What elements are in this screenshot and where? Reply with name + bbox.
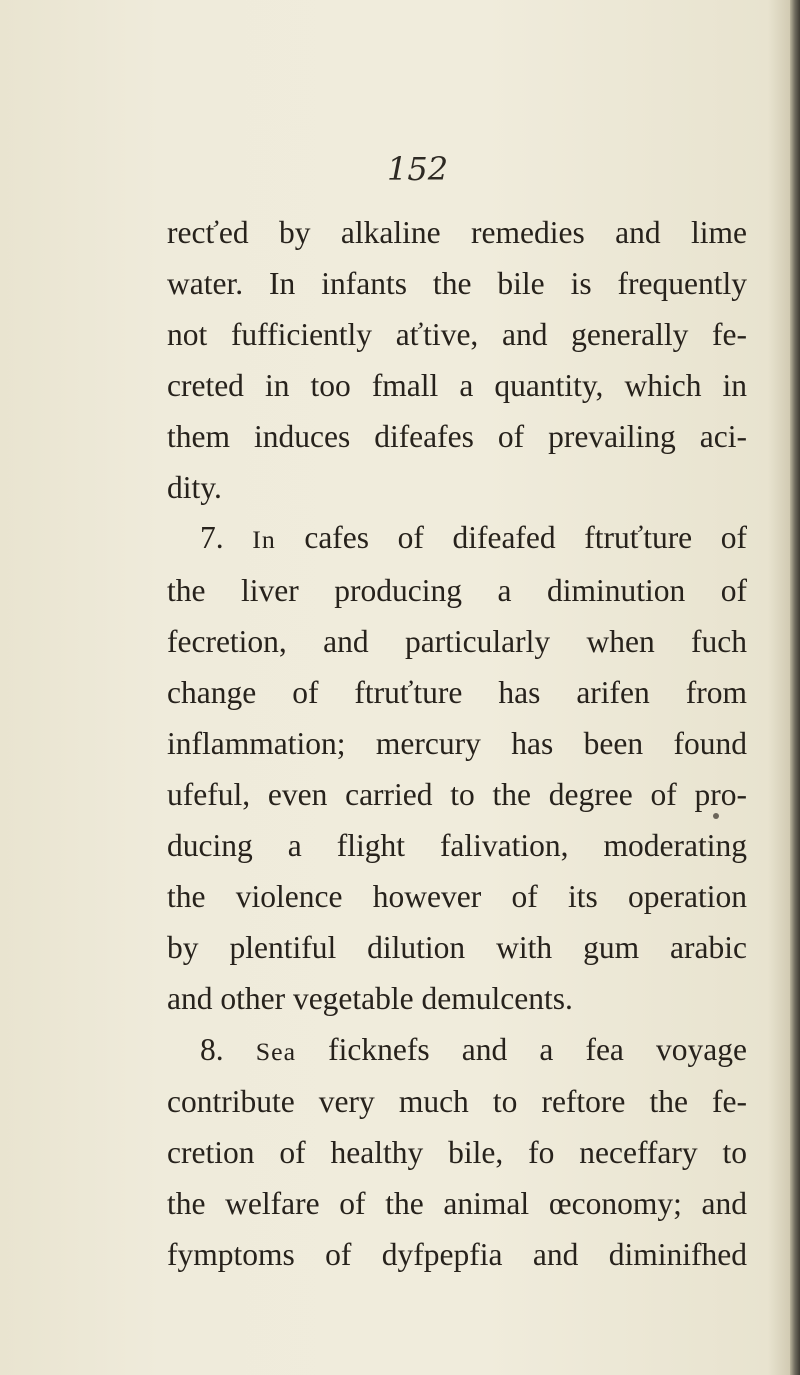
text-line: fymptoms of dyfpepfia and diminifhed	[167, 1237, 747, 1273]
page-edge-shadow	[790, 0, 800, 1375]
page-number: 152	[387, 150, 449, 188]
text-line: water. In infants the bile is frequently	[167, 265, 747, 301]
text-line: recťed by alkaline remedies and lime	[167, 215, 747, 250]
small-caps-word: Sea	[255, 1036, 297, 1066]
line-remainder: cafes of difeafed ftruťture of	[275, 520, 748, 556]
small-caps-word: In	[252, 525, 276, 555]
text-line: by plentiful dilution with gum arabic	[167, 929, 747, 965]
text-line: not fufficiently aťtive, and generally fe-	[167, 316, 747, 352]
text-line: ducing a flight falivation, moderating	[167, 827, 747, 863]
text-line: creted in too fmall a quantity, which in	[167, 367, 747, 403]
section-7-first-line	[167, 513, 747, 566]
text-line: the liver producing a diminution of	[167, 573, 747, 609]
text-line: ufeful, even carried to the degree of pro-	[167, 776, 747, 812]
text-line: and other vegetable demulcents.	[167, 980, 573, 1016]
paper-speck	[713, 813, 719, 819]
text-line: inflammation; mercury has been found	[167, 726, 747, 762]
text-line: dity.	[167, 469, 222, 505]
text-line: change of ftruťture has arifen from	[167, 675, 747, 711]
text-line: the violence however of its operation	[167, 878, 747, 914]
text-line: cretion of healthy bile, fo neceffary to	[167, 1135, 747, 1171]
text-line: the welfare of the animal œconomy; and	[167, 1186, 747, 1222]
body-text	[167, 208, 747, 1281]
line-remainder: ficknefs and a fea voyage	[296, 1031, 747, 1067]
section-8-first-line	[167, 1025, 747, 1078]
section-number: 8.	[200, 1031, 256, 1067]
text-line: fecretion, and particularly when fuch	[167, 624, 747, 660]
text-line: contribute very much to reftore the fe-	[167, 1084, 747, 1120]
text-line: them induces difeafes of prevailing aci-	[167, 418, 747, 454]
section-number: 7.	[200, 520, 253, 556]
